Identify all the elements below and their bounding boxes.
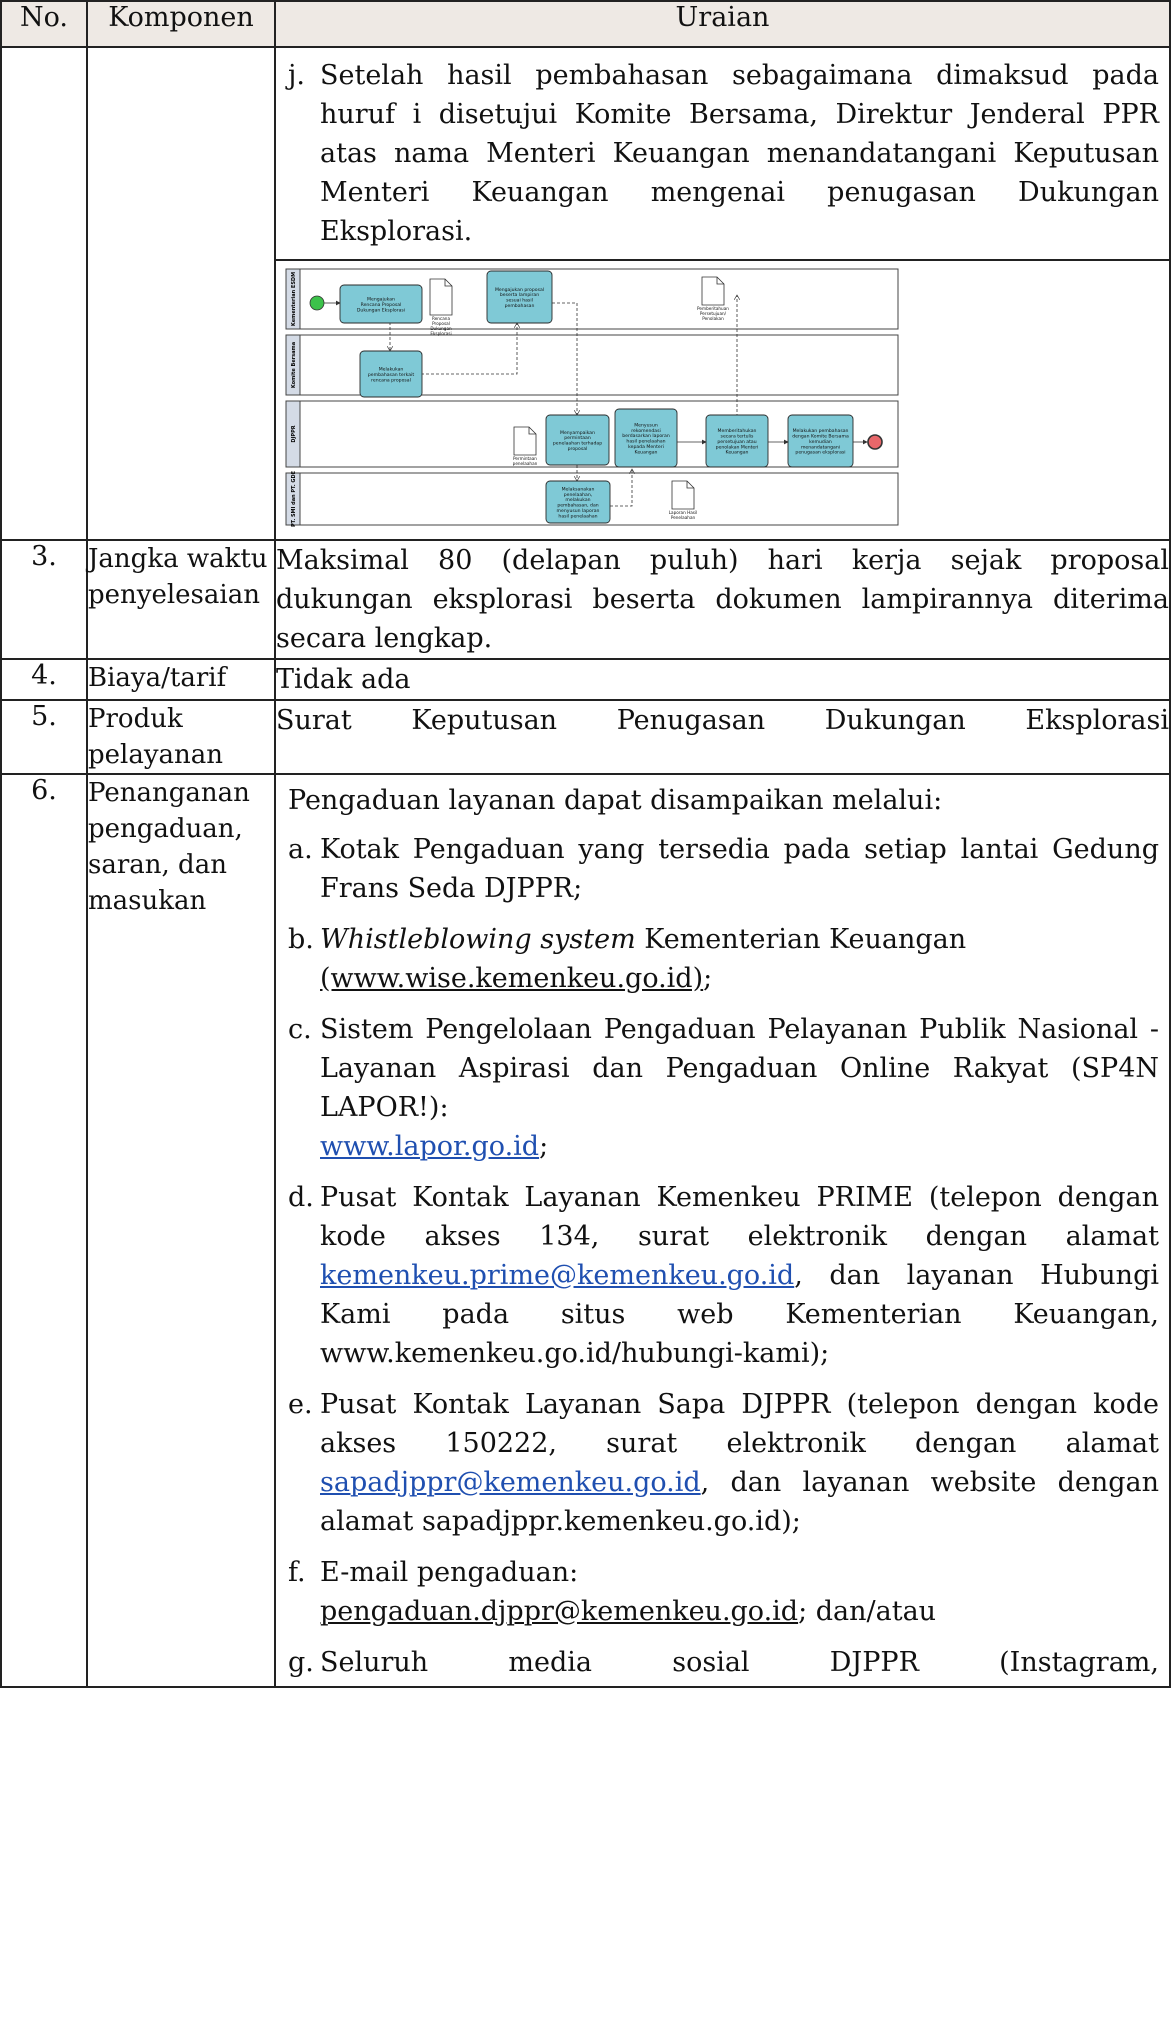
pengaduan-email-link[interactable]: pengaduan.djppr@kemenkeu.go.id — [320, 1596, 799, 1627]
diagram-text: permintaan — [564, 436, 591, 442]
diagram-text: kepada Menteri — [628, 445, 664, 450]
diagram-text: pembahasan — [504, 304, 535, 309]
item-label: d. — [288, 1182, 314, 1213]
diagram-text: pembahasan, dan — [557, 503, 599, 509]
diagram-text: Memberitahukan — [717, 429, 757, 435]
item-text: Pusat Kontak Layanan Kemenkeu PRIME (telepon dengan kode akses 134, surat elektronik dengan alamat — [320, 1182, 1159, 1252]
table-header — [1, 1, 1170, 47]
diagram-text: dengan Komite Bersama — [792, 434, 849, 440]
task-t1 — [340, 285, 422, 323]
diagram-text: hasil penelaahan — [626, 439, 666, 445]
item-text: Sistem Pengelolaan Pengaduan Pelayanan Publik Nasional - Layanan Aspirasi dan Pengaduan Online Rakyat (SP4N LAPOR!): — [320, 1014, 1159, 1123]
diagram-text: Mengajukan proposal — [494, 287, 545, 293]
row-komponen: Biaya/tarif — [87, 659, 275, 700]
row-no: 5. — [1, 700, 87, 774]
item-label: e. — [288, 1389, 313, 1420]
cell-no — [1, 47, 87, 540]
diagram-text: Menyusun — [634, 423, 658, 429]
row-uraian: Tidak ada — [275, 659, 1170, 700]
diagram-text: Penolakan — [702, 316, 724, 321]
diagram-text: persetujuan atau — [717, 439, 757, 445]
cell-uraian — [275, 47, 1170, 540]
diagram-text: Pemberitahuan — [697, 306, 729, 311]
end-event — [868, 435, 882, 449]
complaint-intro: Pengaduan layanan dapat disampaikan melalui: — [288, 785, 943, 816]
diagram-text: Melakukan pembahasan — [792, 429, 849, 435]
item-text: Seluruh media sosial DJPPR (Instagram, — [320, 1647, 1159, 1678]
item-tail: ; — [703, 963, 713, 994]
lane-label-esdm: Kementerian ESDM — [291, 271, 297, 327]
header-uraian: Uraian — [275, 1, 1170, 47]
list-item — [276, 1545, 1169, 1635]
task-t3 — [360, 351, 422, 397]
table-row — [1, 774, 1170, 1687]
task-t5 — [615, 409, 677, 467]
item-j — [276, 48, 1169, 259]
task-t8 — [546, 481, 610, 523]
list-item — [276, 1377, 1169, 1545]
header-no: No. — [1, 1, 87, 47]
list-item — [276, 826, 1169, 912]
diagram-text: proposal — [567, 447, 588, 452]
diagram-text: Permintaan — [513, 456, 537, 461]
list-item — [276, 912, 1169, 1002]
diagram-text: rekomendasi — [631, 428, 661, 434]
diagram-text: Dukungan — [430, 326, 452, 331]
diagram-text: Melaksanakan — [561, 487, 595, 493]
diagram-text: penolakan Menteri — [715, 445, 759, 451]
cell-komponen — [87, 47, 275, 540]
diagram-text: beserta lampiran — [499, 293, 540, 299]
item-italic-text: Whistleblowing system — [320, 924, 636, 955]
diagram-text: melakukan — [565, 498, 591, 504]
diagram-text: penelaahan — [512, 461, 538, 466]
item-label: b. — [288, 924, 314, 955]
table-row — [1, 659, 1170, 700]
row-uraian: Surat Keputusan Penugasan Dukungan Eksplorasi — [275, 700, 1170, 774]
list-item — [276, 1635, 1169, 1686]
row-uraian: Maksimal 80 (delapan puluh) hari kerja sejak proposal dukungan eksplorasi beserta dokumen lampirannya diterima secara lengkap. — [275, 540, 1170, 659]
list-item — [276, 1170, 1169, 1377]
diagram-text: Rencana Proposal — [360, 302, 402, 308]
table-row — [1, 47, 1170, 540]
item-text: Pusat Kontak Layanan Sapa DJPPR (telepon dengan kode akses 150222, surat elektronik dengan alamat — [320, 1389, 1159, 1459]
row-komponen: Jangka waktu penyelesaian — [87, 540, 275, 659]
row-no: 4. — [1, 659, 87, 700]
table-row — [1, 700, 1170, 774]
task-t7 — [788, 415, 853, 467]
diagram-text: pembahasan terkait — [367, 372, 415, 378]
diagram-text: Menyampaikan — [559, 430, 596, 436]
diagram-text: berdasarkan laporan — [622, 434, 670, 440]
row-komponen: Penanganan pengaduan, saran, dan masukan — [87, 774, 275, 1687]
list-item — [276, 1002, 1169, 1170]
item-text: Kementerian Keuangan — [635, 924, 967, 955]
start-event — [310, 296, 324, 310]
item-label: f. — [288, 1557, 306, 1588]
task-t6 — [706, 415, 768, 467]
lane-label-komite: Komite Bersama — [291, 341, 297, 389]
item-text: Kotak Pengaduan yang tersedia pada setiap lantai Gedung Frans Seda DJPPR; — [320, 834, 1159, 904]
item-label: c. — [288, 1014, 312, 1045]
lane-label-pt: PT. SMI dan PT. GDE — [291, 470, 297, 528]
item-label: j. — [288, 60, 305, 91]
diagram-text: Keuangan — [725, 450, 749, 456]
diagram-text: Proposal — [432, 321, 450, 326]
diagram-text: Mengajukan — [367, 297, 395, 303]
header-komponen: Komponen — [87, 1, 275, 47]
diagram-text: menyusun laporan — [556, 509, 600, 514]
task-t2 — [487, 271, 552, 323]
document-d4 — [669, 481, 698, 520]
item-label: a. — [288, 834, 313, 865]
table-row — [1, 540, 1170, 659]
item-text: ; dan/atau — [798, 1596, 937, 1627]
item-tail: ; — [539, 1131, 549, 1162]
document-d1 — [430, 279, 452, 336]
item-text: E-mail pengaduan: — [320, 1557, 579, 1588]
diagram-text: penelaahan terhadap — [552, 441, 603, 447]
bpmn-diagram — [284, 267, 904, 529]
diagram-text: Keuangan — [634, 450, 658, 456]
diagram-text: Persetujuan/ — [699, 311, 727, 316]
item-text: , dan layanan website dengan alamat sapadjppr.kemenkeu.go.id); — [320, 1467, 1159, 1537]
item-text: , dan layanan Hubungi Kami pada situs web Kementerian Keuangan, www.kemenkeu.go.id/hubungi-kami); — [320, 1260, 1159, 1369]
diagram-text: Penelaahan — [670, 515, 696, 520]
item-text: Setelah hasil pembahasan sebagaimana dimaksud pada huruf i disetujui Komite Bersama, Direktur Jenderal PPR atas nama Menteri Keuangan menandatangani Keputusan Menteri Keuangan mengenai penugasan Dukungan Eksplorasi. — [320, 60, 1159, 247]
row-uraian — [275, 774, 1170, 1687]
diagram-text: hasil penelaahan — [558, 514, 598, 520]
diagram-text: menandatangani — [800, 445, 841, 451]
lane-label-djppr: DJPPR — [291, 425, 297, 443]
diagram-text: Rencana — [431, 316, 451, 321]
diagram-text: kemudian — [809, 439, 832, 445]
row-no: 6. — [1, 774, 87, 1687]
diagram-text: secara tertulis — [720, 434, 754, 440]
row-no: 3. — [1, 540, 87, 659]
process-diagram — [276, 259, 1169, 539]
diagram-text: Laporan Hasil — [668, 510, 698, 515]
diagram-text: rencana proposal — [371, 378, 411, 384]
sapa-email-link[interactable]: sapadjppr@kemenkeu.go.id — [320, 1467, 701, 1498]
diagram-text: penelaahan, — [563, 492, 593, 498]
prime-email-link[interactable]: kemenkeu.prime@kemenkeu.go.id — [320, 1260, 795, 1291]
task-t4 — [546, 415, 609, 465]
item-label: g. — [288, 1647, 314, 1678]
diagram-text: Melakukan — [378, 367, 404, 373]
row-komponen: Produk pelayanan — [87, 700, 275, 774]
diagram-text: sesuai hasil — [506, 298, 533, 304]
diagram-text: Eksplorasi — [430, 331, 452, 336]
wise-link[interactable]: (www.wise.kemenkeu.go.id) — [320, 963, 704, 994]
lapor-link[interactable]: www.lapor.go.id — [320, 1131, 540, 1162]
diagram-text: Dukungan Eksplorasi — [356, 308, 406, 314]
diagram-text: penugasan eksplorasi — [795, 450, 846, 456]
